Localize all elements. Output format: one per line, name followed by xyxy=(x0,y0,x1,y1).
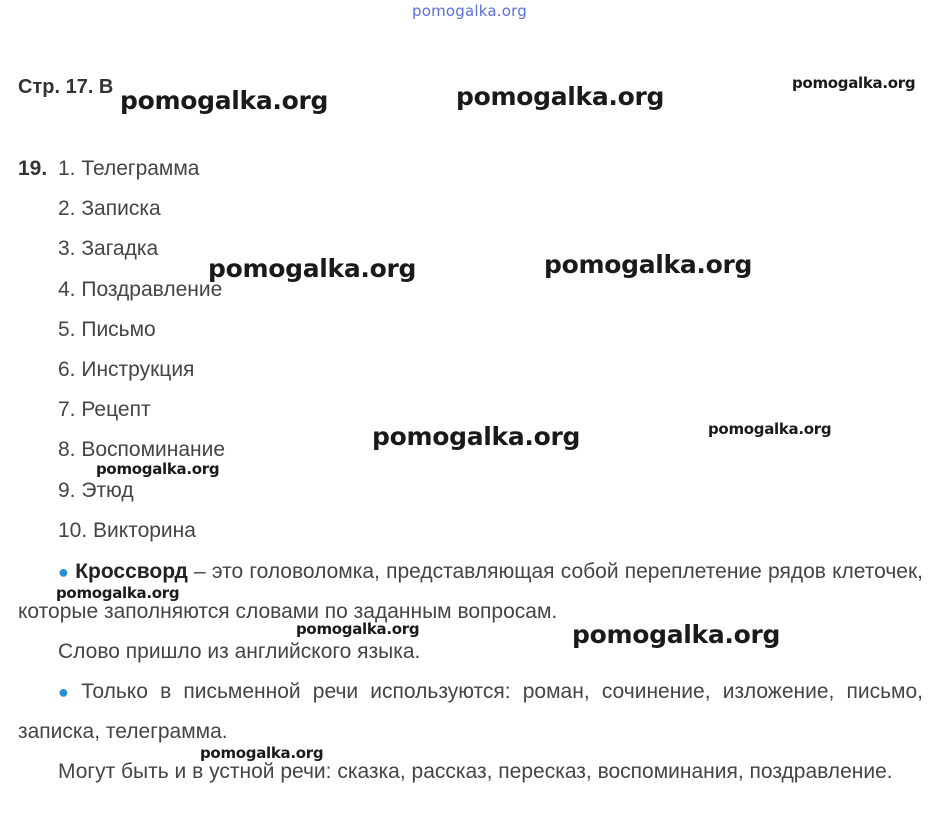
list-item: 3. Загадка xyxy=(58,237,159,261)
bullet-icon: ● xyxy=(58,682,76,702)
watermark: pomogalka.org xyxy=(372,422,581,451)
oral-speech-paragraph: Могут быть и в устной речи: сказка, рассказ, пересказ, воспоминания, поздравление. xyxy=(58,760,893,783)
written-speech-paragraph xyxy=(18,672,923,752)
watermark: pomogalka.org xyxy=(572,620,781,649)
watermark: pomogalka.org xyxy=(296,620,420,638)
watermark: pomogalka.org xyxy=(120,86,329,115)
definition-text: – это головоломка, представляющая собой переплетение рядов клеточек, которые заполняются словами по заданным вопросам. xyxy=(18,560,923,623)
watermark: pomogalka.org xyxy=(208,254,417,283)
written-speech-text: Только в письменной речи используются: роман, сочинение, изложение, письмо, записка, телеграмма. xyxy=(18,680,923,743)
watermark: pomogalka.org xyxy=(792,74,916,92)
watermark: pomogalka.org xyxy=(56,584,180,602)
term-crossword: Кроссворд xyxy=(75,560,188,583)
list-item: 2. Записка xyxy=(58,197,161,221)
list-item: 5. Письмо xyxy=(58,317,156,341)
list-item: 1. Телеграмма xyxy=(58,157,200,180)
watermark: pomogalka.org xyxy=(708,420,832,438)
exercise-number: 19. xyxy=(18,157,48,180)
page-title: Стр. 17. В xyxy=(18,76,114,98)
list-item: 9. Этюд xyxy=(58,478,134,502)
list-item: 7. Рецепт xyxy=(58,398,151,422)
watermark: pomogalka.org xyxy=(456,82,665,111)
answer-list xyxy=(58,155,225,557)
watermark: pomogalka.org xyxy=(544,250,753,279)
site-watermark-top: pomogalka.org xyxy=(412,2,527,20)
list-item: 10. Викторина xyxy=(58,518,196,542)
list-item: 8. Воспоминание xyxy=(58,438,226,462)
watermark: pomogalka.org xyxy=(96,460,220,478)
watermark: pomogalka.org xyxy=(200,744,324,762)
list-item: 4. Поздравление xyxy=(58,277,223,301)
origin-paragraph: Слово пришло из английского языка. xyxy=(58,640,421,663)
list-item: 6. Инструкция xyxy=(58,357,195,381)
bullet-icon: ● xyxy=(58,562,70,582)
